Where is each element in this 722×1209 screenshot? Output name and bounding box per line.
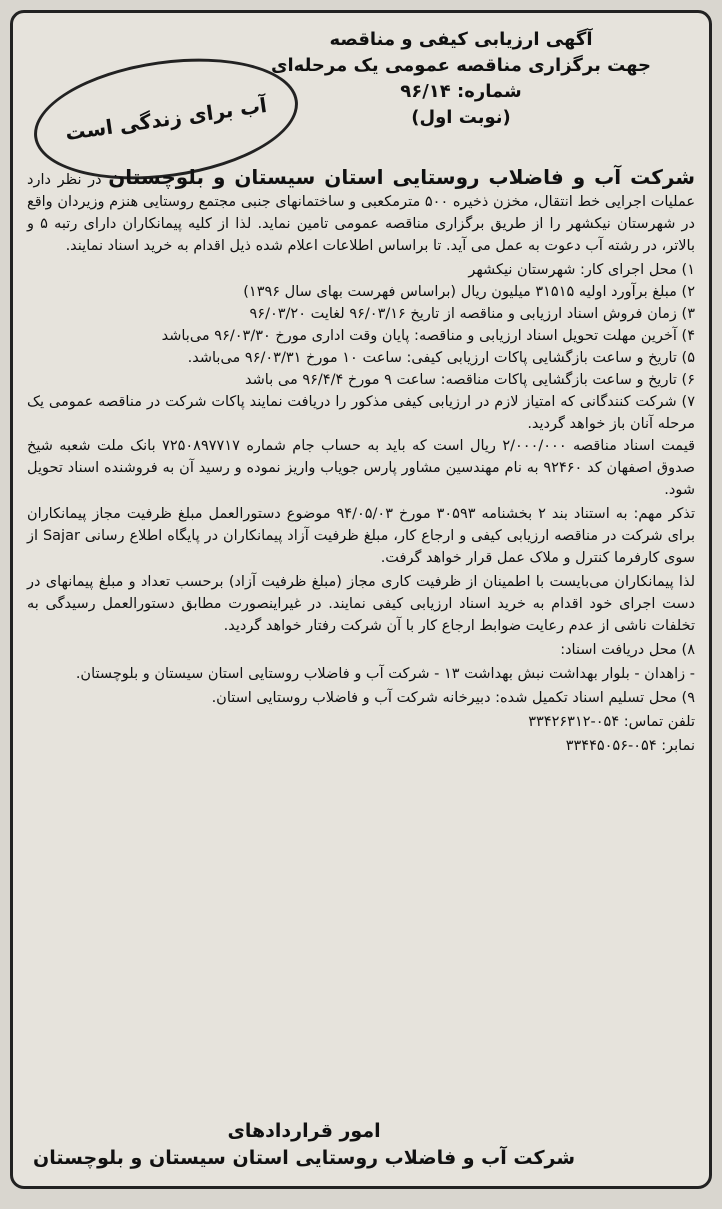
notice-page xyxy=(10,10,712,1189)
item-8-title: ۸) محل دریافت اسناد: xyxy=(560,642,695,658)
notice-header xyxy=(231,27,691,131)
notice-body xyxy=(27,163,695,759)
slogan-text: آب برای زندگی است xyxy=(63,92,269,146)
list-item: ۱) محل اجرای کار: شهرستان نیکشهر xyxy=(468,262,695,278)
signature xyxy=(33,1118,575,1172)
list-item: ۴) آخرین مهلت تحویل اسناد ارزیابی و مناقصه: پایان وقت اداری مورخ ۹۶/۰۳/۳۰ می‌باشد xyxy=(161,328,695,344)
phone: تلفن تماس: ۰۵۴-۳۳۴۲۶۳۱۲ xyxy=(528,714,695,730)
header-title-1: آگهی ارزیابی کیفی و مناقصه xyxy=(329,29,593,50)
item-8-text: - زاهدان - بلوار بهداشت نبش بهداشت ۱۳ - شرکت آب و فاضلاب روستایی استان سیستان و بلوچستان. xyxy=(75,666,695,682)
list-item: ۶) تاریخ و ساعت بازگشایی پاکات مناقصه: ساعت ۹ مورخ ۹۶/۴/۴ می باشد xyxy=(245,372,695,388)
note-2: لذا پیمانکاران می‌بایست با اطمینان از ظرفیت کاری مجاز (مبلغ ظرفیت آزاد) برحسب تعداد و مبلغ پیمانهای در دست اجرای خود اقدام به خرید اسناد ارزیابی کیفی نمایند. در غیراینصورت مطابق دستورالعمل رسیدگی به تخلفات ناشی از عدم رعایت ضوابط ارجاع کار با آن شرکت رفتار خواهد گردید. xyxy=(27,574,695,634)
list-item: ۳) زمان فروش اسناد ارزیابی و مناقصه از تاریخ ۹۶/۰۳/۱۶ لغایت ۹۶/۰۳/۲۰ xyxy=(249,306,695,322)
signature-dept: امور قراردادهای xyxy=(227,1120,381,1142)
fax: نمابر: ۰۵۴-۳۳۴۴۵۰۵۶ xyxy=(565,738,695,754)
price-paragraph: قیمت اسناد مناقصه ۲/۰۰۰/۰۰۰ ریال است که باید به حساب جام شماره ۷۲۵۰۸۹۷۷۱۷ بانک ملت شعبه شیخ صدوق اصفهان کد ۹۲۴۶۰ به نام مهندسین مشاور پارس جویاب واریز نموده و رسید آن به فروشنده اسناد تحویل شود. xyxy=(27,438,695,498)
header-number: شماره: ۹۶/۱۴ xyxy=(400,81,522,102)
list-item: ۵) تاریخ و ساعت بازگشایی پاکات ارزیابی کیفی: ساعت ۱۰ مورخ ۹۶/۰۳/۳۱ می‌باشد. xyxy=(187,350,695,366)
list-item: ۷) شرکت کنندگانی که امتیاز لازم در ارزیابی کیفی مذکور را دریافت نمایند پاکات شرکت در مناقصه عمومی یک مرحله آنان باز خواهد گردید. xyxy=(27,394,695,432)
intro-text: در نظر دارد عملیات اجرایی خط انتقال، مخزن ذخیره ۵۰۰ مترمکعبی و ساختمانهای جنبی مجتمع روستایی هنزم وزیردان واقع در شهرستان نیکشهر را از طریق برگزاری مناقصه عمومی تامین نماید. لذا از کلیه پیمانکاران دارای رتبه ۵ و بالاتر، در رشته آب دعوت به عمل می آید. تا براساس اطلاعات اعلام شده ذیل اقدام به خرید اسناد نمایند. xyxy=(27,172,695,254)
signature-company: شرکت آب و فاضلاب روستایی استان سیستان و بلوچستان xyxy=(33,1147,576,1169)
intro-company: شرکت آب و فاضلاب روستایی استان سیستان و بلوچستان xyxy=(108,165,695,189)
item-9: ۹) محل تسلیم اسناد تکمیل شده: دبیرخانه شرکت آب و فاضلاب روستایی استان. xyxy=(211,690,695,706)
items-list xyxy=(27,259,695,435)
note-1: تذکر مهم: به استناد بند ۲ بخشنامه ۳۰۵۹۳ مورخ ۹۴/۰۵/۰۳ موضوع دستورالعمل مبلغ ظرفیت مجاز پیمانکاران برای شرکت در مناقصه ارزیابی کیفی و ارجاع کار، مبلغ ظرفیت آزاد پیمانکاران در پایگاه اطلاع رسانی Sajar از سوی کارفرما کنترل و ملاک عمل قرار خواهد گرفت. xyxy=(27,506,696,566)
header-title-2: جهت برگزاری مناقصه عمومی یک مرحله‌ای xyxy=(270,55,652,76)
list-item: ۲) مبلغ برآورد اولیه ۳۱۵۱۵ میلیون ریال (براساس فهرست بهای سال ۱۳۹۶) xyxy=(243,284,695,300)
header-round: (نوبت اول) xyxy=(411,107,511,128)
